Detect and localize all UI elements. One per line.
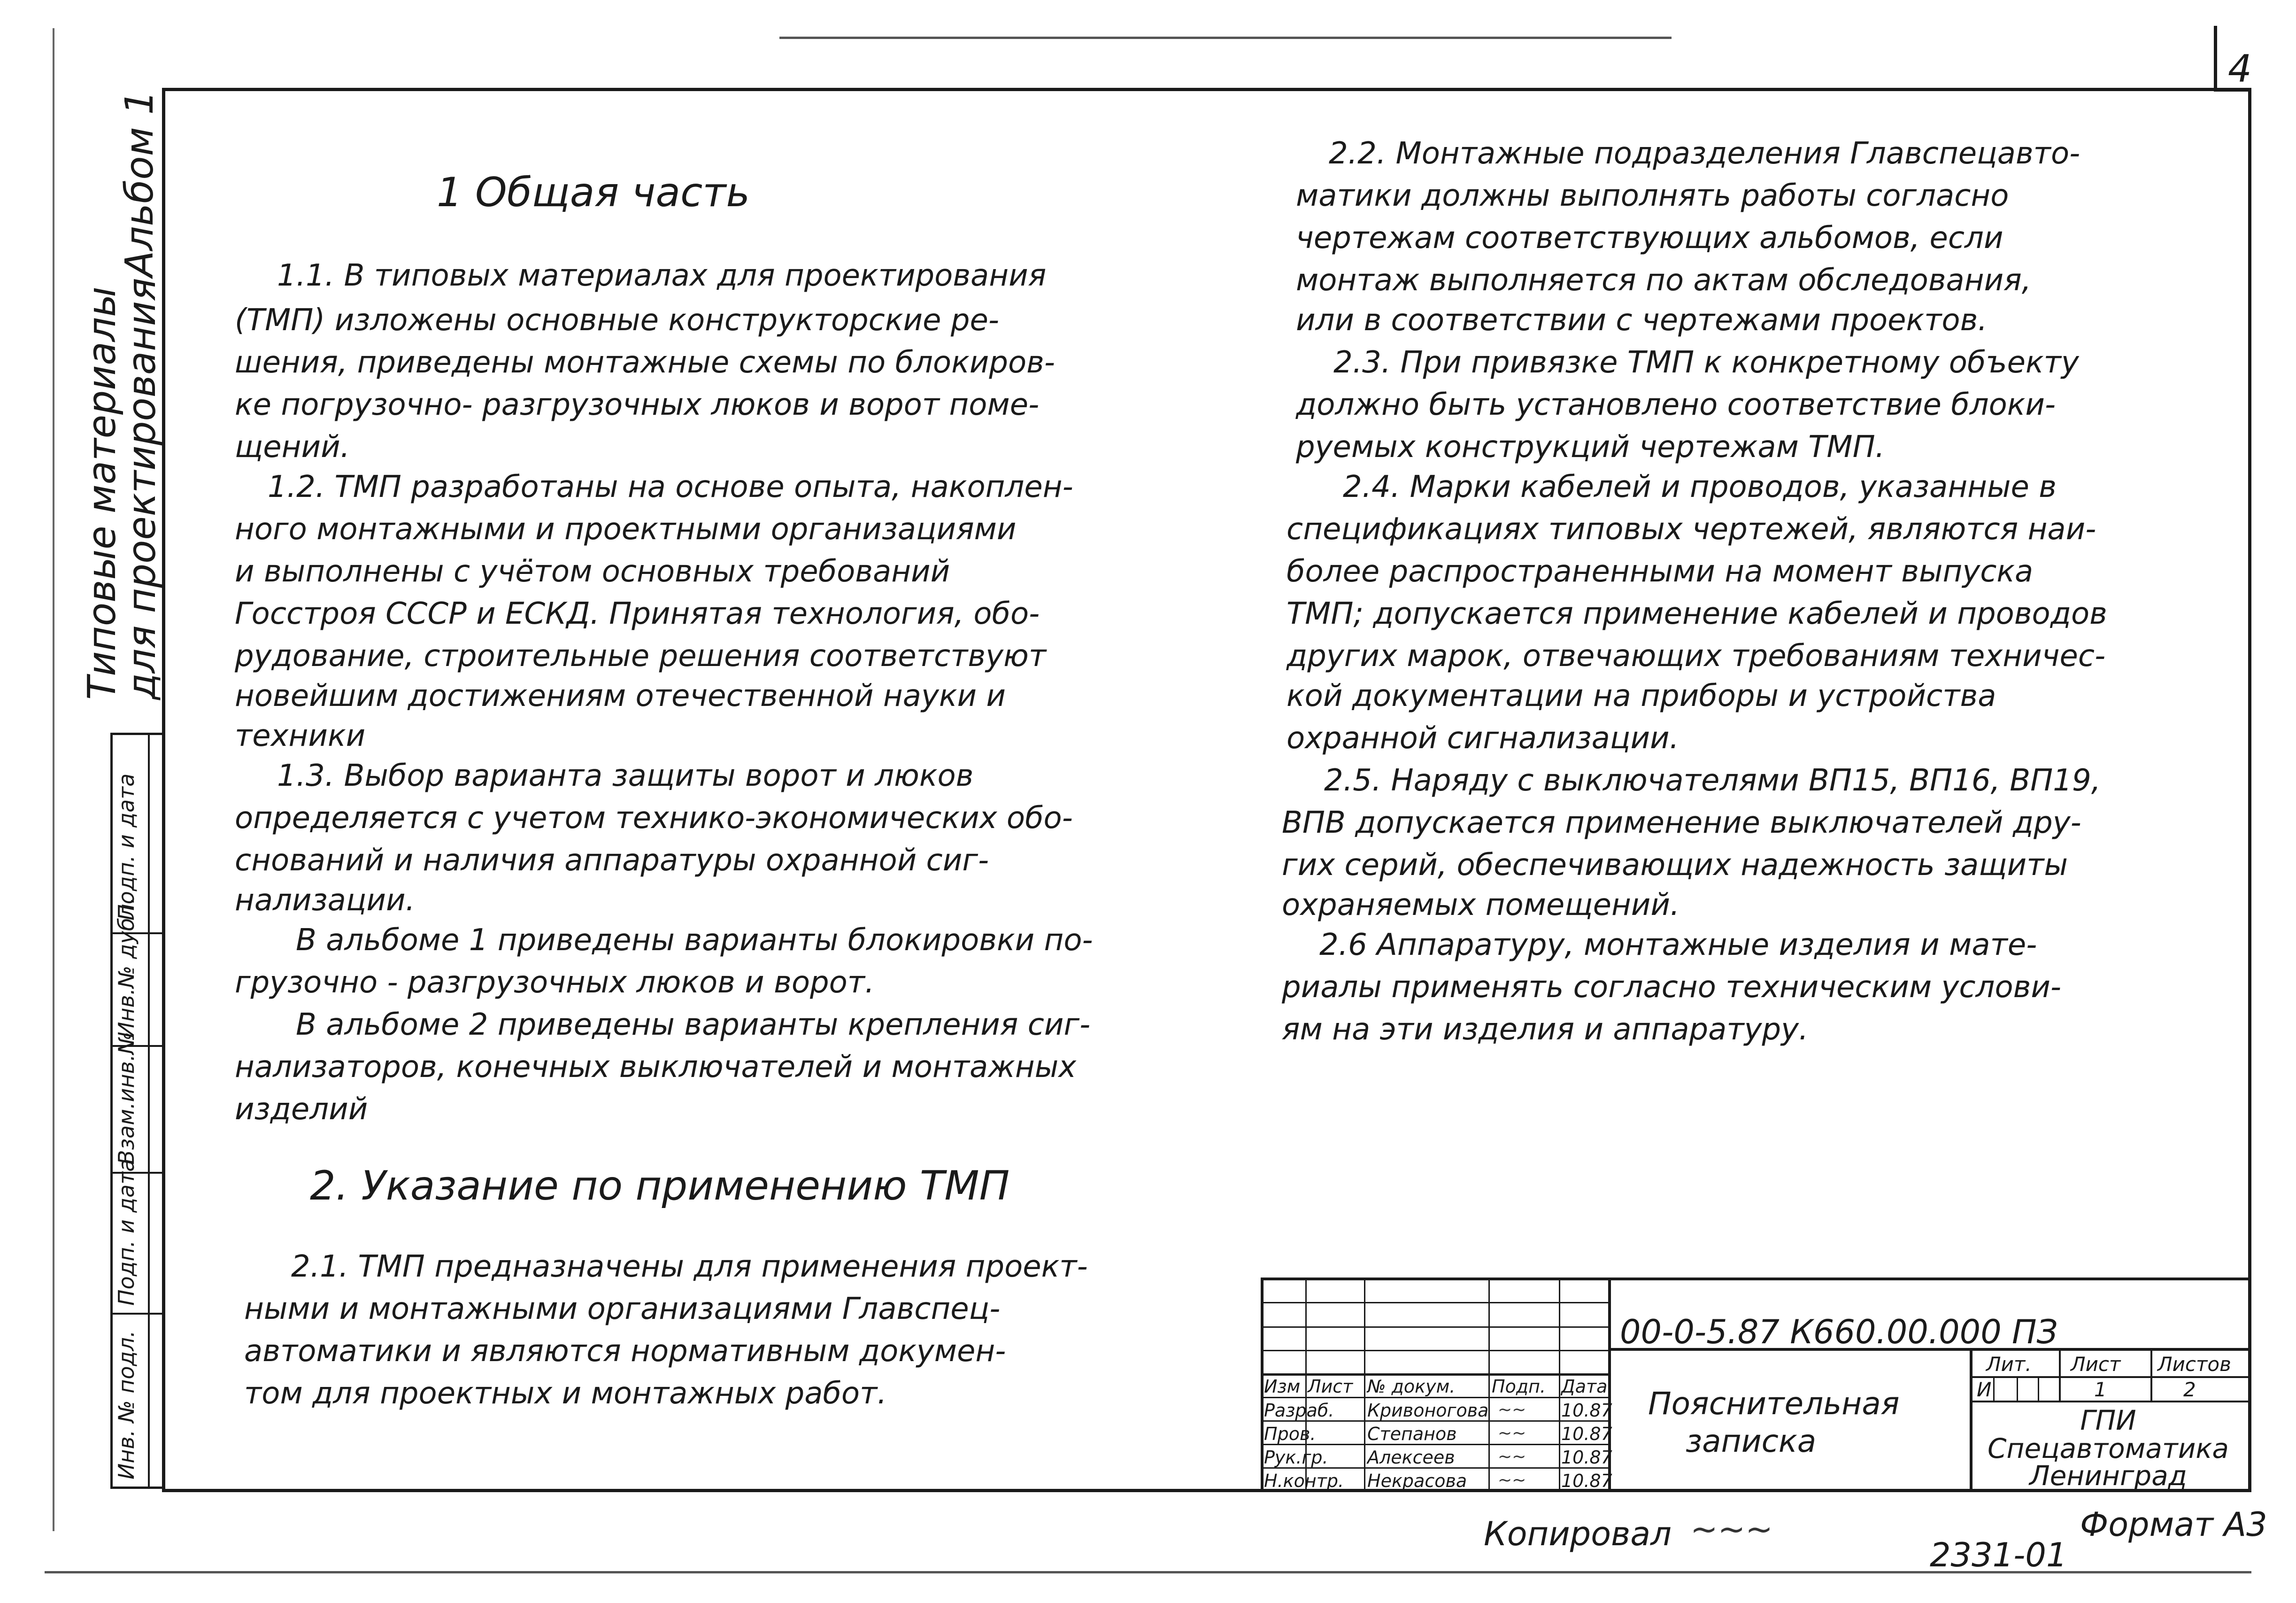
paragraph-line: ТМП; допускается применение кабелей и проводов <box>1287 596 2107 631</box>
tb-rule <box>1559 1278 1560 1492</box>
paragraph-line: риалы применять согласно техническим услови- <box>1282 970 2061 1005</box>
paragraph-line: 2.3. При привязке ТМП к конкретному объекту <box>1333 345 2079 380</box>
paragraph-line: рудование, строительные решения соответствуют <box>235 639 1047 674</box>
tb-role: Н.контр. <box>1264 1471 1344 1491</box>
tb-role: Пров. <box>1264 1424 1316 1444</box>
left-edge-rule <box>53 28 54 1531</box>
margin-field-sign-date-2: Подп. и дата <box>114 773 139 921</box>
signature-mark: ~~ <box>1498 1471 1526 1490</box>
paragraph-line: том для проектных и монтажных работ. <box>244 1376 887 1411</box>
tb-rule <box>1993 1376 1995 1402</box>
margin-field-replaced-inv: Взам.инв.№ <box>114 1031 139 1165</box>
paragraph-line: или в соответствии с чертежами проектов. <box>1296 303 1988 338</box>
tb-rule <box>1261 1350 1608 1351</box>
paragraph-line: Госстроя СССР и ЕСКД. Принятая технология, обо- <box>235 596 1040 631</box>
tb-rule <box>1488 1278 1490 1492</box>
tb-date: 10.87 <box>1561 1447 1612 1468</box>
paragraph-line: гих серий, обеспечивающих надежность защиты <box>1282 848 2068 883</box>
tb-rule <box>1364 1278 1365 1492</box>
org-line2: Спецавтоматика <box>1988 1433 2229 1464</box>
tb-rule <box>1261 1278 2251 1280</box>
paragraph-line: ям на эти изделия и аппаратуру. <box>1282 1012 1809 1047</box>
format-label: Формат А3 <box>2080 1505 2267 1544</box>
paragraph-line: монтаж выполняется по актам обследования, <box>1296 263 2032 298</box>
paragraph-line: снований и наличия аппаратуры охранной сиг- <box>235 843 989 878</box>
org-line3: Ленинград <box>2029 1460 2187 1492</box>
lists-value: 2 <box>2183 1378 2196 1401</box>
paragraph-line: кой документации на приборы и устройства <box>1287 679 1996 713</box>
margin-table-rule <box>113 1313 164 1315</box>
inventory-number: 2331-01 <box>1930 1536 2067 1574</box>
paragraph-line: ного монтажными и проектными организациями <box>235 512 1017 547</box>
section1-heading: 1 Общая часть <box>437 169 750 216</box>
paragraph-line: В альбоме 1 приведены варианты блокировки по- <box>296 923 1093 958</box>
margin-field-sign-date: Подп. и дата <box>114 1158 139 1306</box>
lit-label: Лит. <box>1986 1353 2032 1376</box>
tb-header-doc: № докум. <box>1367 1376 1456 1397</box>
paragraph-line: спецификациях типовых чертежей, являются наи- <box>1287 512 2096 547</box>
margin-title-line1: Типовые материалы <box>80 287 124 700</box>
bottom-edge-line <box>45 1571 2251 1573</box>
list-value: 1 <box>2094 1378 2107 1401</box>
paragraph-line: (ТМП) изложены основные конструкторские ре- <box>235 303 999 338</box>
copier-signature: ~~~ <box>1690 1510 1773 1549</box>
paragraph-line: 2.4. Марки кабелей и проводов, указанные в <box>1343 470 2057 504</box>
paragraph-line: новейшим достижениям отечественной науки и <box>235 679 1006 713</box>
signature-mark: ~~ <box>1498 1447 1526 1466</box>
paragraph-line: определяется с учетом технико-экономических обо- <box>235 801 1073 836</box>
paragraph-line: нализации. <box>235 883 415 918</box>
document-designation: 00-0-5.87 К660.00.000 ПЗ <box>1620 1313 2058 1351</box>
tb-rule <box>2017 1376 2018 1402</box>
paragraph-line: 1.1. В типовых материалах для проектирования <box>277 258 1047 293</box>
paragraph-line: шения, приведены монтажные схемы по блокиров- <box>235 345 1055 380</box>
document-name-line2: записка <box>1686 1423 1817 1459</box>
margin-field-dup-inv: Инв.№ дубл. <box>114 897 139 1038</box>
paragraph-line: ными и монтажными организациями Главспец- <box>244 1292 1001 1326</box>
tb-rule <box>1261 1326 1608 1328</box>
tb-rule <box>2059 1348 2061 1402</box>
paragraph-line: щений. <box>235 430 350 465</box>
lists-label: Листов <box>2157 1353 2231 1376</box>
paragraph-line: чертежам соответствующих альбомов, если <box>1296 221 2003 256</box>
list-label: Лист <box>2071 1353 2121 1376</box>
paragraph-line: 2.2. Монтажные подразделения Главспецавто- <box>1329 136 2080 171</box>
paragraph-line: ВПВ допускается применение выключателей дру- <box>1282 805 2081 840</box>
tb-name: Алексеев <box>1367 1447 1455 1468</box>
section2-heading: 2. Указание по применению ТМП <box>310 1162 1010 1209</box>
copied-by-label: Копировал <box>1484 1515 1672 1553</box>
paragraph-line: техники <box>235 719 366 753</box>
paragraph-line: 2.5. Наряду с выключателями ВП15, ВП16, ВП19, <box>1324 763 2101 798</box>
sheet-number: 4 <box>2228 47 2252 91</box>
tb-date: 10.87 <box>1561 1424 1612 1444</box>
tb-date: 10.87 <box>1561 1400 1612 1421</box>
tb-rule <box>1970 1376 2251 1378</box>
paragraph-line: 2.6 Аппаратуру, монтажные изделия и мате- <box>1319 928 2037 962</box>
album-label: Альбом 1 <box>117 90 162 277</box>
paragraph-line: ке погрузочно- разгрузочных люков и ворот поме- <box>235 387 1040 422</box>
signature-mark: ~~ <box>1498 1424 1526 1443</box>
tb-rule <box>1970 1401 2251 1402</box>
signature-mark: ~~ <box>1498 1400 1526 1419</box>
paragraph-line: изделий <box>235 1092 368 1127</box>
tb-header-izm: Изм <box>1264 1376 1301 1397</box>
tb-rule <box>1261 1397 1608 1398</box>
tb-role: Разраб. <box>1264 1400 1334 1421</box>
paragraph-line: должно быть установлено соответствие блоки- <box>1296 387 2056 422</box>
paragraph-line: нализаторов, конечных выключателей и монтажных <box>235 1050 1077 1084</box>
top-edge-line <box>779 37 1672 39</box>
paragraph-line: 2.1. ТМП предназначены для применения проект- <box>291 1249 1088 1284</box>
tb-header-list: Лист <box>1308 1376 1353 1397</box>
document-name-line1: Пояснительная <box>1648 1386 1900 1422</box>
margin-title-line2: для проектирования <box>120 278 164 700</box>
tb-header-date: Дата <box>1561 1376 1608 1397</box>
tb-rule <box>1261 1278 1264 1492</box>
tb-name: Кривоногова <box>1367 1400 1489 1421</box>
paragraph-line: более распространенными на момент выпуска <box>1287 554 2034 589</box>
margin-field-inv-orig: Инв. № подл. <box>114 1330 139 1479</box>
paragraph-line: руемых конструкций чертежам ТМП. <box>1296 430 1885 465</box>
tb-rule <box>1970 1348 1972 1492</box>
tb-rule <box>1261 1373 1608 1376</box>
margin-table-divider <box>148 735 150 1487</box>
paragraph-line: 1.2. ТМП разработаны на основе опыта, накоплен- <box>268 470 1073 504</box>
tb-rule <box>2038 1376 2039 1402</box>
tb-name: Некрасова <box>1367 1471 1467 1491</box>
tb-rule <box>2150 1348 2152 1402</box>
tb-date: 10.87 <box>1561 1471 1612 1491</box>
paragraph-line: В альбоме 2 приведены варианты крепления сиг- <box>296 1007 1091 1042</box>
paragraph-line: грузочно - разгрузочных люков и ворот. <box>235 965 875 1000</box>
paragraph-line: матики должны выполнять работы согласно <box>1296 178 2009 213</box>
paragraph-line: и выполнены с учётом основных требований <box>235 554 950 589</box>
tb-rule <box>1261 1302 1608 1303</box>
paragraph-line: других марок, отвечающих требованиям техничес- <box>1287 639 2106 674</box>
tb-role: Рук.гр. <box>1264 1447 1328 1468</box>
tb-name: Степанов <box>1367 1424 1457 1444</box>
org-line1: ГПИ <box>2080 1404 2136 1436</box>
paragraph-line: автоматики и являются нормативным докумен- <box>244 1334 1006 1369</box>
lit-value: И <box>1977 1378 1992 1401</box>
paragraph-line: охранной сигнализации. <box>1287 721 1679 756</box>
paragraph-line: 1.3. Выбор варианта защиты ворот и люков <box>277 759 974 793</box>
paragraph-line: охраняемых помещений. <box>1282 888 1680 922</box>
tb-header-sign: Подп. <box>1492 1376 1546 1397</box>
